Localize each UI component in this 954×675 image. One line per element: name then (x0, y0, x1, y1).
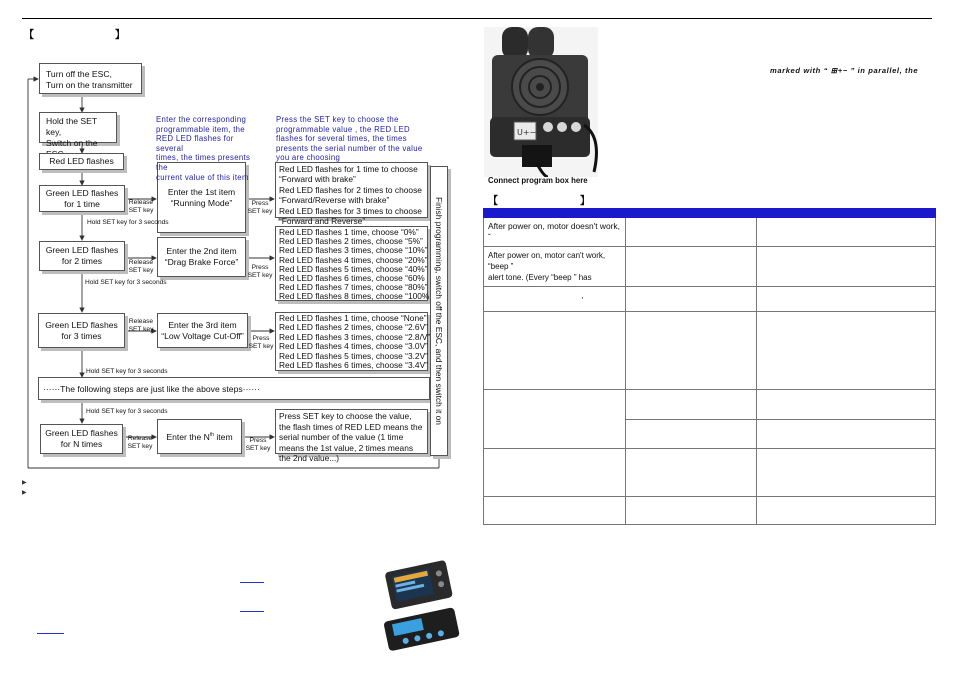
esc-port-label: U+− (517, 128, 537, 137)
blue-desc-item: Enter the corresponding programmable item, the RED LED flashes for several times, the times presents the current value of this item (156, 115, 251, 182)
table-cell (484, 497, 626, 525)
table-cell (757, 312, 936, 390)
table-cell (757, 449, 936, 497)
blue-desc-value: Press the SET key to choose the programmable value , the RED LED flashes for several times, the times presents the serial number of the value you are choosing (276, 115, 423, 163)
table-row (484, 247, 936, 287)
section-bracket-close: 】 (115, 30, 125, 41)
table-cell (757, 218, 936, 247)
parallel-mark-note: marked with “ ⊞+− ” in parallel, the (770, 66, 919, 75)
troubleshooting-table (483, 208, 936, 525)
hold-note-4: Hold SET key for 3 seconds (86, 408, 168, 415)
flow-green-1-box: Green LED flashes for 1 time (39, 185, 125, 212)
table-row (484, 497, 936, 525)
hyperlink-underline-3[interactable] (37, 633, 64, 634)
table-cell (484, 390, 626, 449)
release-note-3: Release SET key (128, 318, 154, 333)
table-cell (626, 449, 757, 497)
esc-photo (484, 27, 598, 177)
table-cell (626, 312, 757, 390)
finish-programming-box: Finish programming, switch off the ESC, and then switch it on (430, 166, 448, 456)
table-cell (626, 218, 757, 247)
flow-hold-set-box: Hold the SET key, Switch on the (39, 112, 117, 143)
table-cell (484, 449, 626, 497)
flow-start-box: Turn off the ESC, Turn on the transmitter (39, 63, 142, 94)
table-cell (626, 497, 757, 525)
table-cell (626, 247, 757, 287)
flow-item-3-box: Enter the 3rd item “Low Voltage Cut-Off” (157, 313, 248, 348)
hold-note-1: Hold SET key for 3 seconds (87, 219, 169, 226)
troubleshoot-bracket-open: 【 (488, 196, 498, 207)
troubleshoot-bracket-close: 】 (580, 196, 590, 207)
table-cell (626, 420, 757, 449)
table-row (484, 218, 936, 247)
flow-following-box: ······The following steps are just like the above steps······ (38, 377, 430, 400)
values-n: Press SET key to choose the value, the flash times of RED LED means the serial number of the value (1 time means the 1st value, 2 times means the 2nd value...) (275, 409, 428, 454)
flow-item-n-box: Enter the $N^{th}$ item (157, 419, 242, 454)
table-row (484, 312, 936, 390)
flow-item-2-box: Enter the 2nd item “Drag Brake Force” (157, 237, 246, 277)
section-bracket-open: 【 (24, 30, 34, 41)
release-note-1: Release SET key (128, 199, 154, 214)
program-card-image (378, 556, 466, 656)
bullet-arrow-1: ▶ (22, 480, 27, 486)
table-cell (757, 287, 936, 312)
flow-green-2-box: Green LED flashes for 2 times (39, 241, 125, 271)
table-cell (757, 247, 936, 287)
press-note-2: Press SET key (247, 264, 273, 279)
bullet-arrow-2: ▶ (22, 490, 27, 496)
flow-green-3-box: Green LED flashes for 3 times (38, 313, 125, 348)
hold-note-2: Hold SET key for 3 seconds (85, 279, 167, 286)
table-cell (626, 390, 757, 420)
table-cell (757, 390, 936, 420)
hyperlink-underline-2[interactable] (240, 611, 264, 612)
table-cell-problem: After power on, motor can't work, “beep ” alert tone. (Every “beep ” has (484, 247, 626, 287)
hold-note-3: Hold SET key for 3 seconds (86, 368, 168, 375)
table-row (484, 449, 936, 497)
release-note-n: Release SET key (127, 435, 153, 450)
table-row (484, 390, 936, 420)
table-cell (484, 312, 626, 390)
table-header-row (484, 209, 936, 218)
table-cell (757, 420, 936, 449)
table-cell-problem: After power on, motor doesn't work, ˇ (484, 218, 626, 247)
hyperlink-underline-1[interactable] (240, 582, 264, 583)
flow-item-1-box: Enter the 1st item “Running Mode” (157, 162, 246, 233)
values-running-mode: Red LED flashes for 1 time to choose “Forward with brake” Red LED flashes for 2 times to choose “Forward/Reverse with brake” Red LED flashes for 3 times to choose “Forward and Reverse” (275, 162, 428, 218)
table-header-cell (626, 209, 757, 218)
press-note-1: Press SET key (247, 200, 273, 215)
table-header-cell (484, 209, 626, 218)
press-note-3: Press SET key (248, 335, 274, 350)
table-cell-problem: , (484, 287, 626, 312)
press-note-n: Press SET key (245, 437, 271, 452)
values-low-voltage: Red LED flashes 1 time, choose “None” Red LED flashes 2 times, choose “2.6V” Red LED flashes 3 times, choose “2.8/V” Red LED flashes 4 times, choose “3.0V” Red LED flashes 5 times, choose “3.2V” Red LED flashes 6 times, choose “3.4V” (275, 312, 428, 371)
esc-caption: Connect program box here (488, 176, 588, 185)
table-cell (626, 287, 757, 312)
table-header-cell (757, 209, 936, 218)
table-row (484, 287, 936, 312)
flow-green-n-box: Green LED flashes for N times (40, 424, 123, 454)
flow-red-led-box: Red LED flashes (39, 153, 124, 170)
table-cell (757, 497, 936, 525)
values-drag-brake: Red LED flashes 1 time, choose “0%” Red LED flashes 2 times, choose “5%” Red LED flashes 3 times, choose “10%” Red LED flashes 4 times, choose “20%” Red LED flashes 5 times, choose “40%” Red LED flashes 6 times, choose “60% Red LED flashes 7 times, choose “80%” Red LED flashes 8 times, choose “100% (275, 226, 428, 301)
release-note-2: Release SET key (128, 259, 154, 274)
